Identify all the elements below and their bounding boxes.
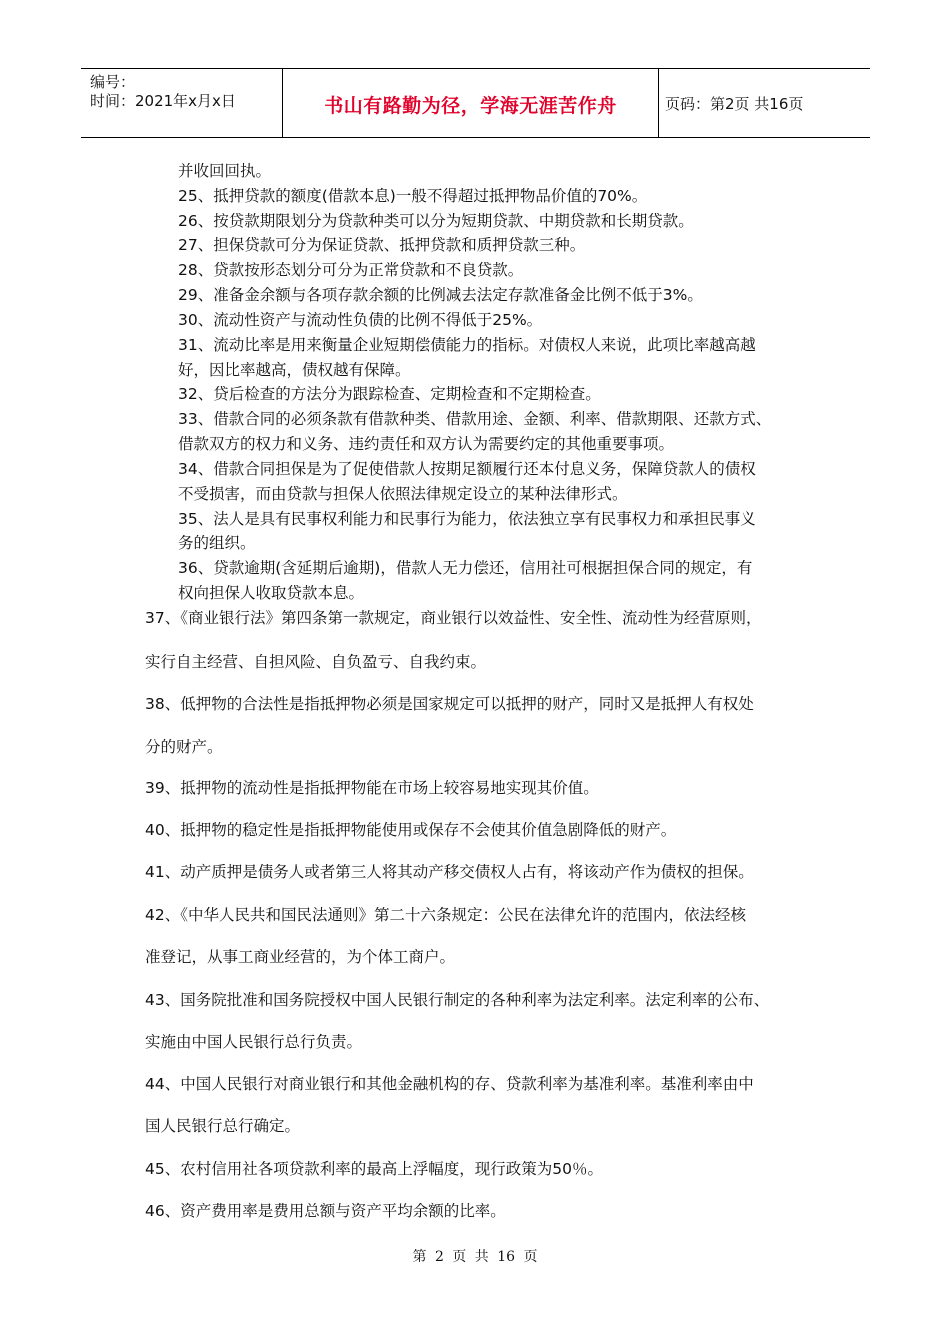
text-line: 31、流动比率是用来衡量企业短期偿债能力的指标。对债权人来说，此项比率越高越 xyxy=(178,336,756,354)
text-line: 27、担保贷款可分为保证贷款、抵押贷款和质押贷款三种。 xyxy=(178,236,586,254)
text-line: 42、《中华人民共和国民法通则》第二十六条规定：公民在法律允许的范围内，依法经核 xyxy=(145,906,746,924)
text-line: 25、抵押贷款的额度(借款本息)一般不得超过抵押物品价值的70%。 xyxy=(178,187,648,205)
text-line: 29、准备金余额与各项存款余额的比例减去法定存款准备金比例不低于3%。 xyxy=(178,286,703,304)
page-footer: 第 2 页 共 16 页 xyxy=(412,1249,538,1265)
header-motto-cell xyxy=(282,69,659,137)
header-motto: 书山有路勤为径，学海无涯苦作舟 xyxy=(324,95,617,117)
text-line: 45、农村信用社各项贷款利率的最高上浮幅度，现行政策为50％。 xyxy=(145,1160,603,1178)
header-page-cell xyxy=(658,69,870,137)
text-line: 43、国务院批准和国务院授权中国人民银行制定的各种利率为法定利率。法定利率的公布、 xyxy=(145,991,770,1009)
text-line: 国人民银行总行确定。 xyxy=(145,1117,301,1135)
text-line: 准登记，从事工商业经营的，为个体工商户。 xyxy=(145,948,456,966)
text-line: 44、中国人民银行对商业银行和其他金融机构的存、贷款利率为基准利率。基准利率由中 xyxy=(145,1075,754,1093)
header-page-info: 页码：第2页 共16页 xyxy=(665,95,804,113)
text-line: 30、流动性资产与流动性负债的比例不得低于25%。 xyxy=(178,311,543,329)
text-line: 33、借款合同的必须条款有借款种类、借款用途、金额、利率、借款期限、还款方式、 xyxy=(178,410,772,428)
text-line: 35、法人是具有民事权利能力和民事行为能力，依法独立享有民事权力和承担民事义 xyxy=(178,510,756,528)
text-line: 分的财产。 xyxy=(145,738,223,756)
header-meta-cell xyxy=(81,69,281,137)
page-header xyxy=(81,68,870,138)
text-line: 实施由中国人民银行总行负责。 xyxy=(145,1033,363,1051)
text-line: 好，因比率越高，债权越有保障。 xyxy=(178,361,411,379)
text-line: 实行自主经营、自担风险、自负盈亏、自我约束。 xyxy=(145,653,487,671)
text-line: 不受损害，而由贷款与担保人依照法律规定设立的某种法律形式。 xyxy=(178,485,628,503)
text-line: 34、借款合同担保是为了促使借款人按期足额履行还本付息义务，保障贷款人的债权 xyxy=(178,460,756,478)
text-line: 28、贷款按形态划分可分为正常贷款和不良贷款。 xyxy=(178,261,524,279)
text-line: 26、按贷款期限划分为贷款种类可以分为短期贷款、中期贷款和长期贷款。 xyxy=(178,212,694,230)
text-line: 41、动产质押是债务人或者第三人将其动产移交债权人占有，将该动产作为债权的担保。 xyxy=(145,863,754,881)
text-line: 权向担保人收取贷款本息。 xyxy=(178,584,365,602)
text-line: 39、抵押物的流动性是指抵押物能在市场上较容易地实现其价值。 xyxy=(145,779,599,797)
text-line: 38、低押物的合法性是指抵押物必须是国家规定可以抵押的财产，同时又是抵押人有权处 xyxy=(145,695,754,713)
text-line: 46、资产费用率是费用总额与资产平均余额的比率。 xyxy=(145,1202,506,1220)
text-line: 36、贷款逾期(含延期后逾期)，借款人无力偿还，信用社可根据担保合同的规定，有 xyxy=(178,559,753,577)
document-number-label: 编号： xyxy=(90,73,136,91)
document-date-label: 时间：2021年x月x日 xyxy=(90,92,236,110)
text-line: 务的组织。 xyxy=(178,534,256,552)
text-line: 40、抵押物的稳定性是指抵押物能使用或保存不会使其价值急剧降低的财产。 xyxy=(145,821,677,839)
text-line: 借款双方的权力和义务、违约责任和双方认为需要约定的其他重要事项。 xyxy=(178,435,675,453)
text-line: 37、《商业银行法》第四条第一款规定，商业银行以效益性、安全性、流动性为经营原则， xyxy=(145,609,762,627)
text-line: 32、贷后检查的方法分为跟踪检查、定期检查和不定期检查。 xyxy=(178,385,601,403)
text-line: 并收回回执。 xyxy=(178,162,272,180)
